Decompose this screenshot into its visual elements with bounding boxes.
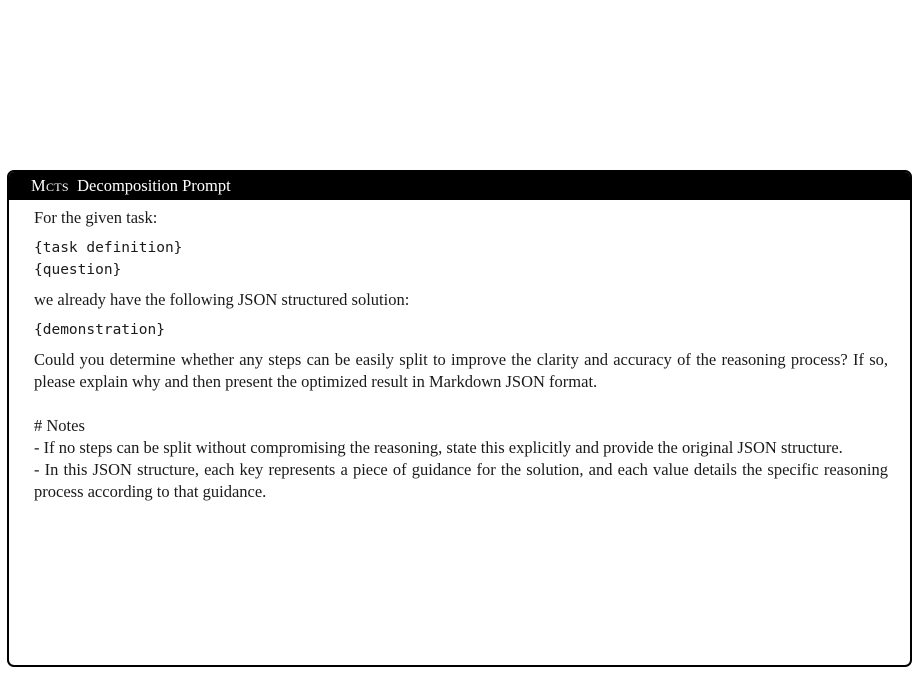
notes-heading: # Notes <box>34 416 85 435</box>
prompt-box <box>7 170 912 667</box>
intro-text: For the given task: <box>34 208 158 227</box>
box-title-text: Decomposition Prompt <box>77 176 231 195</box>
box-header <box>9 172 910 200</box>
note-item: - In this JSON structure, each key represents a piece of guidance for the solution, and each value details the specific reasoning process according to that guidance. <box>34 460 888 501</box>
box-body <box>9 200 910 503</box>
task-definition-placeholder: {task definition} <box>34 240 183 256</box>
question-placeholder: {question} <box>34 262 122 278</box>
demonstration-placeholder: {demonstration} <box>34 322 165 338</box>
note-item: - If no steps can be split without compromising the reasoning, state this explicitly and provide the original JSON structure. <box>34 438 843 457</box>
box-title-method: Mcts <box>31 176 69 195</box>
solution-intro-text: we already have the following JSON structured solution: <box>34 290 410 309</box>
instruction-paragraph: Could you determine whether any steps can be easily split to improve the clarity and accuracy of the reasoning process? If so, please explain why and then present the optimized result in Markdown JSON format. <box>34 350 888 391</box>
task-placeholder-block <box>34 237 888 281</box>
notes-section <box>9 415 888 503</box>
